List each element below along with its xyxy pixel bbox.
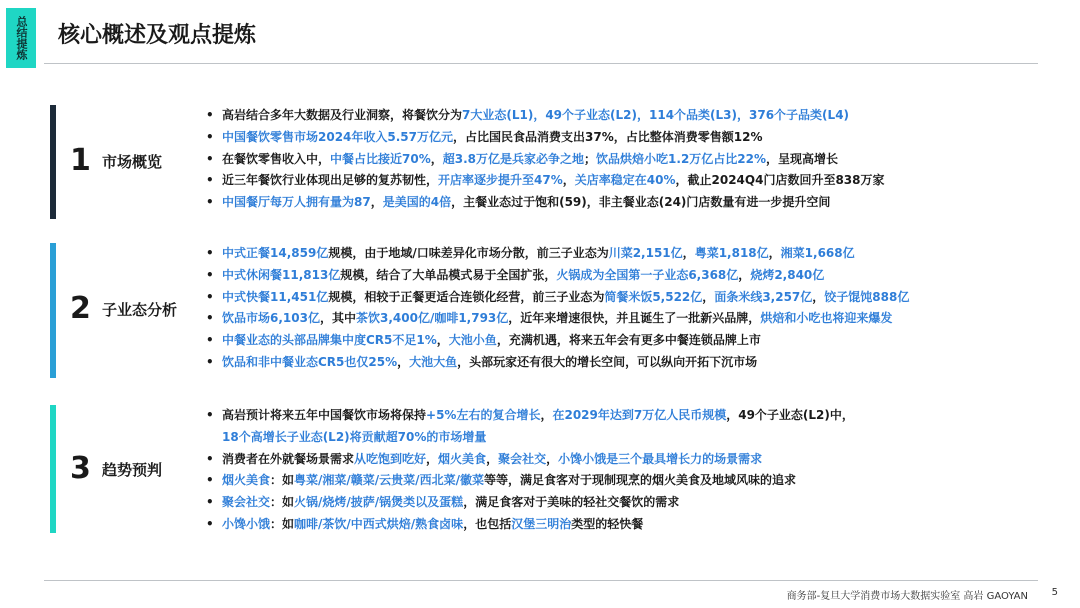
section-title: 市场概览 bbox=[102, 153, 163, 171]
bullet-text: 近三年餐饮行业体现出足够的复苏韧性， bbox=[222, 173, 439, 188]
highlighted-text: 湘菜1,668亿 bbox=[780, 246, 855, 260]
highlighted-text: 中国餐厅每万人拥有量为87 bbox=[222, 195, 371, 210]
highlighted-text: 饮品市场6,103亿 bbox=[222, 311, 320, 326]
highlighted-text: 聚会社交 bbox=[498, 451, 547, 466]
bullet-text: ，充满机遇，将来五年会有更多中餐连锁品牌上市 bbox=[496, 333, 761, 348]
section-accent-bar bbox=[50, 243, 56, 378]
bullet-text: ：如 bbox=[270, 473, 295, 488]
bullet-text: ， bbox=[682, 246, 695, 260]
highlighted-text: 简餐米饭5,522亿 bbox=[604, 289, 703, 304]
bullet-text: ，呈现高增长 bbox=[766, 151, 839, 166]
bullet-text: ， bbox=[562, 173, 575, 188]
highlighted-text: 小馋小饿是三个最具增长力的场景需求 bbox=[558, 451, 763, 466]
bullet-item bbox=[203, 492, 1003, 514]
highlighted-text: 烟火美食 bbox=[222, 473, 271, 488]
bullet-text: ，头部玩家还有很大的增长空间，可以纵向开拓下沉市场 bbox=[457, 354, 758, 369]
highlighted-text: 咖啡/茶饮/中西式烘焙/熟食卤味 bbox=[294, 516, 464, 531]
bullet-text: 高岩预计将来五年中国餐饮市场将保持 bbox=[222, 408, 427, 422]
bullet-item bbox=[203, 170, 1003, 192]
highlighted-text: 中式快餐11,451亿 bbox=[222, 289, 329, 304]
highlighted-text: 烟火美食 bbox=[438, 451, 487, 466]
bullet-text: 在餐饮零售收入中， bbox=[222, 151, 331, 166]
bullet-item bbox=[203, 352, 1003, 374]
highlighted-text: 在2029年达到7万亿人民币规模 bbox=[552, 408, 727, 422]
page-title: 核心概述及观点提炼 bbox=[58, 23, 257, 48]
bullet-list bbox=[203, 105, 1003, 214]
bullet-item bbox=[203, 405, 1003, 427]
bullet-text: ：如 bbox=[270, 516, 295, 531]
bullet-list bbox=[203, 405, 1003, 536]
highlighted-text: 粤菜/湘菜/赣菜/云贵菜/西北菜/徽菜 bbox=[294, 473, 484, 488]
highlighted-text: 小馋小饿 bbox=[222, 516, 271, 531]
highlighted-text: 18个高增长子业态(L2)将贡献超70%的市场增量 bbox=[222, 429, 487, 444]
bullet-item bbox=[203, 192, 1003, 214]
bullet-item bbox=[203, 330, 1003, 352]
bullet-item bbox=[203, 243, 1003, 265]
bullet-text: ， bbox=[486, 451, 499, 466]
highlighted-text: 超3.8万亿是兵家必争之地 bbox=[442, 151, 585, 166]
bullet-list bbox=[203, 243, 1003, 374]
highlighted-text: 烧烤2,840亿 bbox=[750, 267, 825, 282]
bullet-text: 规模，由于地域/口味差异化市场分散，前三子业态为 bbox=[328, 246, 609, 260]
section-tab-label: 总结提炼 bbox=[15, 16, 28, 60]
bullet-item bbox=[203, 449, 1003, 471]
highlighted-text: 中式正餐14,859亿 bbox=[222, 246, 329, 260]
bullet-text: ，满足食客对于美味的轻社交餐饮的需求 bbox=[463, 495, 680, 510]
section-trend-forecast bbox=[50, 405, 1040, 535]
highlighted-text: 中餐占比接近70% bbox=[330, 151, 431, 166]
section-number: 2 bbox=[70, 291, 91, 326]
highlighted-text: 聚会社交 bbox=[222, 495, 271, 510]
bullet-item bbox=[203, 470, 1003, 492]
highlighted-text: 烘焙和小吃也将迎来爆发 bbox=[760, 311, 893, 326]
highlighted-text: 饺子馄饨888亿 bbox=[824, 289, 910, 304]
highlighted-text: 大池大鱼 bbox=[409, 354, 458, 369]
bullet-text: 等等，满足食客对于现制现烹的烟火美食及地域风味的追求 bbox=[483, 473, 796, 488]
bullet-text: ，49个子业态(L2)中， bbox=[726, 408, 854, 422]
bullet-text: ， bbox=[546, 451, 559, 466]
section-title: 趋势预判 bbox=[102, 461, 163, 479]
bullet-item bbox=[203, 287, 1003, 309]
footer-divider bbox=[44, 580, 1038, 581]
bullet-text: ，截止2024Q4门店数回升至838万家 bbox=[675, 173, 885, 188]
highlighted-text: 从吃饱到吃好 bbox=[354, 451, 427, 466]
bullet-text: ， bbox=[426, 451, 439, 466]
bullet-text: ，占比国民食品消费支出37%，占比整体消费零售额12% bbox=[453, 129, 763, 144]
bullet-text: 类型的轻快餐 bbox=[571, 516, 644, 531]
bullet-text: ， bbox=[738, 267, 751, 282]
section-tab bbox=[6, 8, 36, 68]
bullet-item bbox=[203, 308, 1003, 330]
highlighted-text: 中餐业态的头部品牌集中度CR5不足1% bbox=[222, 333, 437, 348]
bullet-item bbox=[203, 514, 1003, 536]
highlighted-text: 中国餐饮零售市场2024年收入5.57万亿元 bbox=[222, 129, 454, 144]
section-number: 3 bbox=[70, 451, 91, 486]
bullet-item bbox=[203, 149, 1003, 171]
section-number: 1 bbox=[70, 143, 91, 178]
bullet-text: 规模，结合了大单品模式易于全国扩张， bbox=[340, 267, 557, 282]
highlighted-text: 面条米线3,257亿 bbox=[714, 289, 813, 304]
section-accent-bar bbox=[50, 105, 56, 219]
highlighted-text: 汉堡三明治 bbox=[511, 516, 572, 531]
bullet-text: ， bbox=[370, 195, 383, 210]
bullet-text: ，近年来增速很快，并且诞生了一批新兴品牌， bbox=[508, 311, 761, 326]
bullet-text: ，也包括 bbox=[463, 516, 512, 531]
highlighted-text: 火锅成为全国第一子业态6,368亿 bbox=[556, 267, 739, 282]
bullet-text: 消费者在外就餐场景需求 bbox=[222, 451, 355, 466]
bullet-text: ， bbox=[540, 408, 553, 422]
bullet-item bbox=[203, 265, 1003, 287]
bullet-text: ：如 bbox=[270, 495, 295, 510]
bullet-text: ； bbox=[584, 151, 597, 166]
bullet-text: ， bbox=[430, 151, 443, 166]
section-market-overview bbox=[50, 105, 1040, 220]
bullet-item bbox=[203, 127, 1003, 149]
highlighted-text: 饮品烘焙小吃1.2万亿占比22% bbox=[596, 151, 767, 166]
bullet-text: ， bbox=[702, 289, 715, 304]
highlighted-text: +5%左右的复合增长 bbox=[426, 408, 541, 422]
highlighted-text: 火锅/烧烤/披萨/锅煲类以及蛋糕 bbox=[294, 495, 464, 510]
footer-source: 商务部-复旦大学消费市场大数据实验室 高岩 GAOYAN bbox=[786, 591, 1028, 602]
highlighted-text: 川菜2,151亿 bbox=[608, 246, 683, 260]
bullet-item bbox=[203, 427, 1003, 449]
title-divider bbox=[44, 63, 1038, 64]
highlighted-text: 7大业态(L1)，49个子业态(L2)，114个品类(L3)，376个子品类(L4) bbox=[462, 108, 850, 122]
bullet-text: ，主餐业态过于饱和(59)，非主餐业态(24)门店数量有进一步提升空间 bbox=[451, 195, 831, 210]
bullet-text: ，其中 bbox=[319, 311, 356, 326]
bullet-text: ， bbox=[397, 354, 410, 369]
highlighted-text: 开店率逐步提升至47% bbox=[438, 173, 563, 188]
highlighted-text: 粤菜1,818亿 bbox=[694, 246, 769, 260]
page-number: 5 bbox=[1051, 587, 1058, 598]
section-title: 子业态分析 bbox=[102, 301, 178, 319]
bullet-text: ， bbox=[812, 289, 825, 304]
highlighted-text: 中式休闲餐11,813亿 bbox=[222, 267, 341, 282]
bullet-text: 规模，相较于正餐更适合连锁化经营，前三子业态为 bbox=[328, 289, 605, 304]
bullet-text: 高岩结合多年大数据及行业洞察，将餐饮分为 bbox=[222, 108, 463, 122]
highlighted-text: 关店率稳定在40% bbox=[574, 173, 676, 188]
bullet-item bbox=[203, 105, 1003, 127]
highlighted-text: 饮品和非中餐业态CR5也仅25% bbox=[222, 354, 398, 369]
highlighted-text: 是美国的4倍 bbox=[382, 195, 452, 210]
section-sub-format-analysis bbox=[50, 243, 1040, 378]
section-accent-bar bbox=[50, 405, 56, 533]
highlighted-text: 大池小鱼 bbox=[448, 333, 497, 348]
bullet-text: ， bbox=[436, 333, 449, 348]
highlighted-text: 茶饮3,400亿/咖啡1,793亿 bbox=[355, 311, 509, 326]
bullet-text: ， bbox=[768, 246, 781, 260]
